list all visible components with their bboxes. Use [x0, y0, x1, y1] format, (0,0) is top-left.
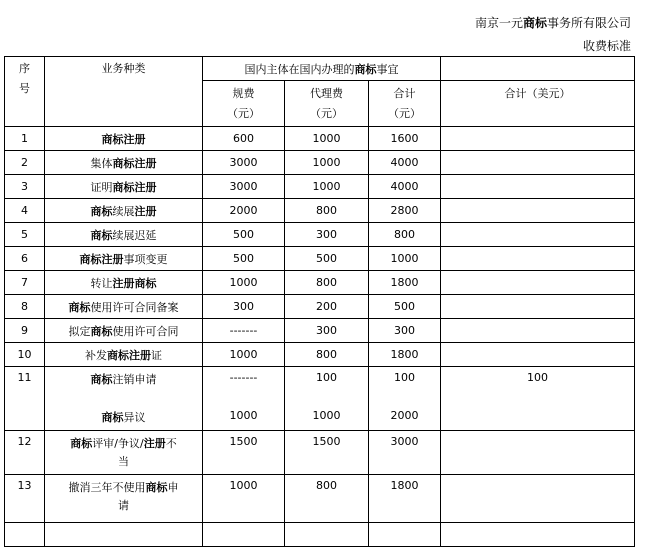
business-name-cell: 商标续展注册 — [45, 199, 203, 223]
official-fee-cell: ------- — [203, 319, 285, 343]
table-row — [5, 175, 635, 199]
table-row — [5, 343, 635, 367]
business-name-cell: 证明商标注册 — [45, 175, 203, 199]
total-usd-cell — [441, 175, 635, 199]
total-cny-cell — [369, 523, 441, 547]
total-usd-cell — [441, 199, 635, 223]
seq-cell: 3 — [5, 175, 45, 199]
total-cny-cell: 3000 — [369, 431, 441, 475]
business-name-cell: 商标注销申请 商标异议 — [45, 367, 203, 431]
total-usd-cell — [441, 247, 635, 271]
official-fee-cell: 1000 — [203, 343, 285, 367]
seq-header: 序 号 — [5, 57, 45, 127]
seq-cell: 12 — [5, 431, 45, 475]
business-type-header: 业务种类 — [45, 57, 203, 127]
total-cny-cell: 1800 — [369, 271, 441, 295]
table-row — [5, 127, 635, 151]
official-fee-cell: ------- 1000 — [203, 367, 285, 431]
total-usd-cell — [441, 319, 635, 343]
blank-header-cell — [441, 57, 635, 81]
seq-cell: 1 — [5, 127, 45, 151]
company-name: 南京一元商标事务所有限公司 — [474, 16, 631, 30]
total-usd-cell — [441, 523, 635, 547]
seq-cell — [5, 523, 45, 547]
total-usd-cell — [441, 295, 635, 319]
total-cny-cell: 4000 — [369, 151, 441, 175]
agency-fee-cell: 1500 — [285, 431, 369, 475]
total-cny-cell: 1600 — [369, 127, 441, 151]
business-name-cell: 商标注册事项变更 — [45, 247, 203, 271]
agency-fee-cell: 1000 — [285, 127, 369, 151]
seq-cell: 5 — [5, 223, 45, 247]
total-cny-cell: 4000 — [369, 175, 441, 199]
business-name-cell — [45, 523, 203, 547]
agency-fee-cell: 800 — [285, 199, 369, 223]
business-name-cell: 商标续展迟延 — [45, 223, 203, 247]
business-name-cell: 集体商标注册 — [45, 151, 203, 175]
seq-cell: 2 — [5, 151, 45, 175]
official-fee-cell: 300 — [203, 295, 285, 319]
seq-cell: 4 — [5, 199, 45, 223]
agency-fee-cell: 300 — [285, 223, 369, 247]
business-name-cell: 拟定商标使用许可合同 — [45, 319, 203, 343]
business-name-cell: 转让注册商标 — [45, 271, 203, 295]
total-cny-cell: 100 2000 — [369, 367, 441, 431]
agency-fee-header: 代理费 （元） — [285, 81, 369, 127]
official-fee-cell: 3000 — [203, 175, 285, 199]
total-cny-cell: 1800 — [369, 343, 441, 367]
total-cny-cell: 800 — [369, 223, 441, 247]
official-fee-cell: 600 — [203, 127, 285, 151]
business-name-cell: 商标评审/争议/注册不 当 — [45, 431, 203, 475]
total-cny-cell: 500 — [369, 295, 441, 319]
official-fee-cell: 500 — [203, 223, 285, 247]
total-usd-cell — [441, 431, 635, 475]
agency-fee-cell: 1000 — [285, 151, 369, 175]
total-usd-cell — [441, 343, 635, 367]
official-fee-cell: 1000 — [203, 271, 285, 295]
table-header-row — [5, 57, 635, 81]
total-usd-cell — [441, 223, 635, 247]
table-row — [5, 319, 635, 343]
official-fee-cell: 1000 — [203, 475, 285, 523]
agency-fee-cell — [285, 523, 369, 547]
fee-standard-subtitle: 收费标准 — [582, 39, 631, 53]
total-cny-header: 合计 （元） — [369, 81, 441, 127]
official-fee-header: 规费 （元） — [203, 81, 285, 127]
official-fee-cell: 3000 — [203, 151, 285, 175]
official-fee-cell: 1500 — [203, 431, 285, 475]
agency-fee-cell: 300 — [285, 319, 369, 343]
table-row — [5, 223, 635, 247]
table-row — [5, 151, 635, 175]
agency-fee-cell: 800 — [285, 271, 369, 295]
seq-cell: 6 — [5, 247, 45, 271]
agency-fee-cell: 1000 — [285, 175, 369, 199]
table-row — [5, 475, 635, 523]
table-row — [5, 431, 635, 475]
agency-fee-cell: 800 — [285, 475, 369, 523]
domestic-group-header: 国内主体在国内办理的商标事宜 — [203, 57, 441, 81]
total-cny-cell: 1800 — [369, 475, 441, 523]
table-row — [5, 523, 635, 547]
total-cny-cell: 300 — [369, 319, 441, 343]
agency-fee-cell: 500 — [285, 247, 369, 271]
total-cny-cell: 1000 — [369, 247, 441, 271]
total-cny-cell: 2800 — [369, 199, 441, 223]
seq-cell: 7 — [5, 271, 45, 295]
table-row — [5, 295, 635, 319]
official-fee-cell: 2000 — [203, 199, 285, 223]
total-usd-cell — [441, 475, 635, 523]
official-fee-cell — [203, 523, 285, 547]
total-usd-header: 合计（美元） — [441, 81, 635, 127]
total-usd-cell — [441, 127, 635, 151]
table-row — [5, 247, 635, 271]
business-name-cell: 商标使用许可合同备案 — [45, 295, 203, 319]
seq-cell: 8 — [5, 295, 45, 319]
seq-cell: 10 — [5, 343, 45, 367]
agency-fee-cell: 800 — [285, 343, 369, 367]
agency-fee-cell: 100 1000 — [285, 367, 369, 431]
table-row — [5, 271, 635, 295]
seq-cell: 11 — [5, 367, 45, 431]
business-name-cell: 商标注册 — [45, 127, 203, 151]
table-row — [5, 367, 635, 431]
total-usd-cell — [441, 271, 635, 295]
business-name-cell: 撤消三年不使用商标申 请 — [45, 475, 203, 523]
total-usd-cell — [441, 151, 635, 175]
agency-fee-cell: 200 — [285, 295, 369, 319]
table-row — [5, 199, 635, 223]
total-usd-cell: 100 — [441, 367, 635, 431]
fee-table — [4, 56, 635, 547]
official-fee-cell: 500 — [203, 247, 285, 271]
seq-cell: 13 — [5, 475, 45, 523]
seq-cell: 9 — [5, 319, 45, 343]
business-name-cell: 补发商标注册证 — [45, 343, 203, 367]
